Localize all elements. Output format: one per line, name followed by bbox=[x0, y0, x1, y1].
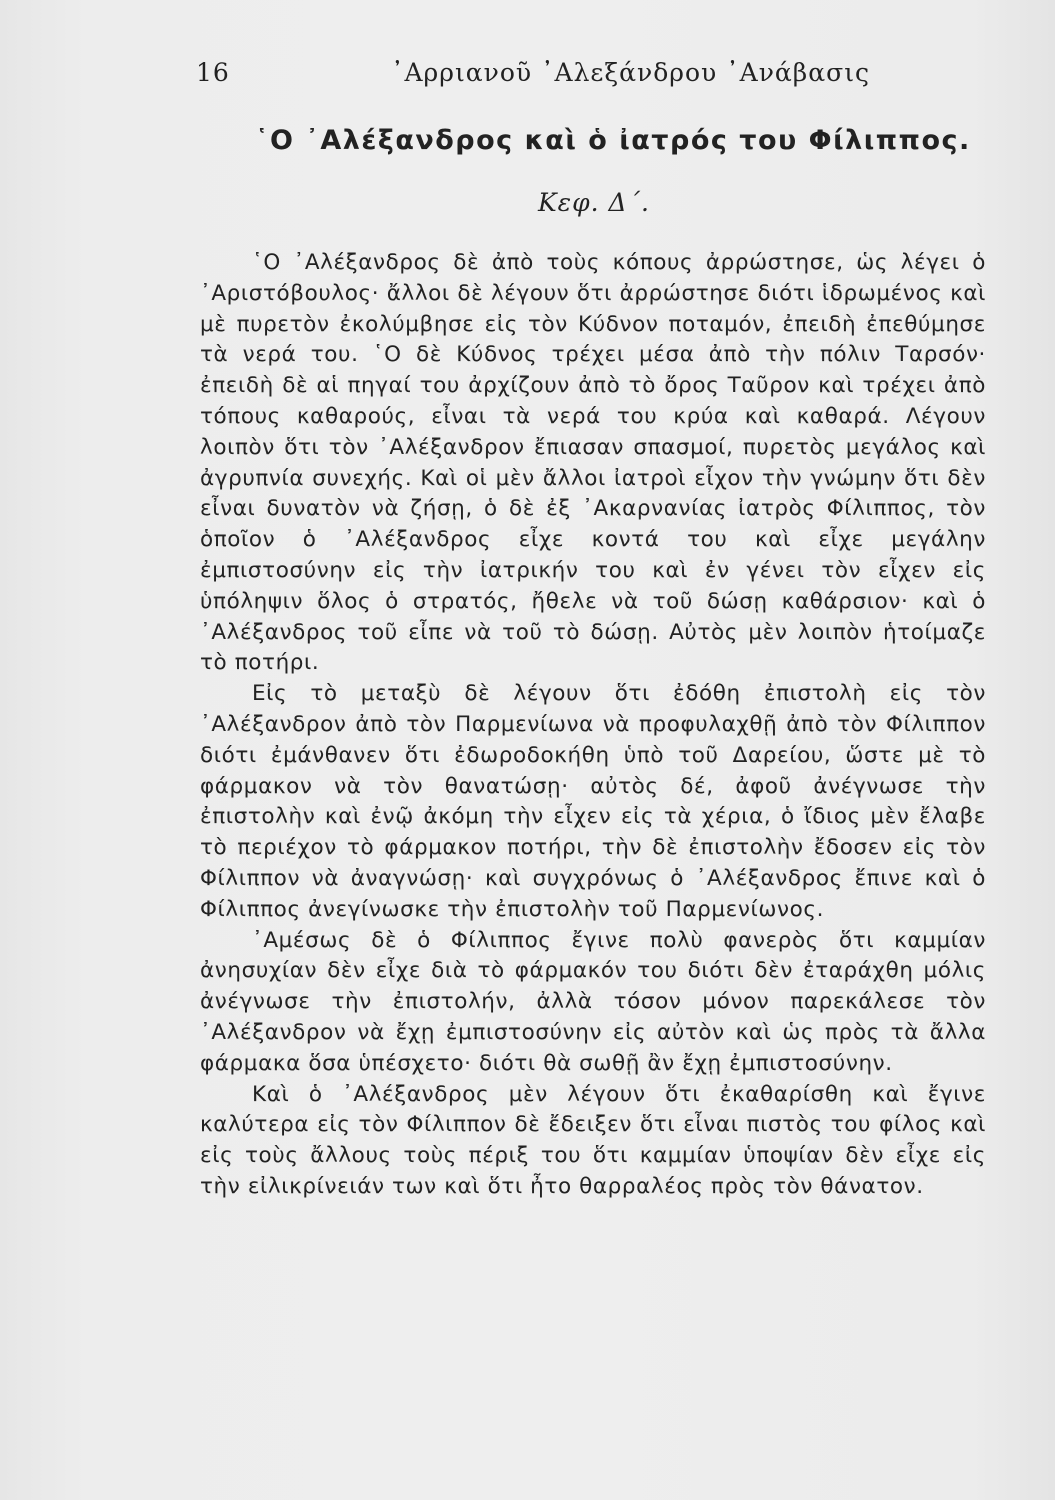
chapter-label: Κεφ. Δ΄. bbox=[538, 188, 650, 217]
paragraph: ᾿Αμέσως δὲ ὁ Φίλιππος ἔγινε πολὺ φανερὸς ὅτι καμμίαν ἀνησυχίαν δὲν εἶχε διὰ τὸ φάρμακόν του διότι δὲν ἐταράχθη μόλις ἀνέγνωσε τὴν ἐπιστολήν, ἀλλὰ τόσον μόνον παρεκάλεσε τὸν ᾿Αλέξανδρον νὰ ἔχῃ ἐμπιστοσύνην εἰς αὐτὸν καὶ ὡς πρὸς τὰ ἄλλα φάρμακα ὅσα ὑπέσχετο· διότι θὰ σωθῇ ἂν ἔχῃ ἐμπιστοσύνην. bbox=[200, 927, 986, 1076]
section-title: ῾Ο ᾿Αλέξανδρος καὶ ὁ ἰατρός του Φίλιππος. bbox=[255, 125, 971, 156]
body-text bbox=[200, 248, 986, 1203]
page-number: 16 bbox=[196, 58, 230, 87]
paragraph: ῾Ο ᾿Αλέξανδρος δὲ ἀπὸ τοὺς κόπους ἀρρώστησε, ὡς λέγει ὁ ᾿Αριστόβουλος· ἄλλοι δὲ λέγουν ὅτι ἀρρώστησε διότι ἱδρωμένος καὶ μὲ πυρετὸν ἐκολύμβησε εἰς τὸν Κύδνον ποταμόν, ἐπειδὴ ἐπεθύμησε τὰ νερά του. ῾Ο δὲ Κύδνος τρέχει μέσα ἀπὸ τὴν πόλιν Ταρσόν· ἐπειδὴ δὲ αἱ πηγαί του ἀρχίζουν ἀπὸ τὸ ὄρος Ταῦρον καὶ τρέχει ἀπὸ τόπους καθαρούς, εἶναι τὰ νερά του κρύα καὶ καθαρά. Λέγουν λοιπὸν ὅτι τὸν ᾿Αλέξανδρον ἔπιασαν σπασμοί, πυρετὸς μεγάλος καὶ ἀγρυπνία συνεχής. Καὶ οἱ μὲν ἄλλοι ἰατροὶ εἶχον τὴν γνώμην ὅτι δὲν εἶναι δυνατὸν νὰ ζήσῃ, ὁ δὲ ἐξ ᾿Ακαρνανίας ἰατρὸς Φίλιππος, τὸν ὁποῖον ὁ ᾿Αλέξανδρος εἶχε κοντά του καὶ εἶχε μεγάλην ἐμπιστοσύνην εἰς τὴν ἰατρικήν του καὶ ἐν γένει τὸν εἶχεν εἰς ὑπόληψιν ὅλος ὁ στρατός, ἤθελε νὰ τοῦ δώσῃ καθάρσιον· καὶ ὁ ᾿Αλέξανδρος τοῦ εἶπε νὰ τοῦ τὸ δώσῃ. Αὐτὸς μὲν λοιπὸν ἡτοίμαζε τὸ ποτήρι. bbox=[200, 250, 986, 676]
running-title: ᾿Αρριανοῦ ᾿Αλεξάνδρου ᾿Ανάβασις bbox=[391, 58, 871, 87]
paragraph: Εἰς τὸ μεταξὺ δὲ λέγουν ὅτι ἐδόθη ἐπιστολὴ εἰς τὸν ᾿Αλέξανδρον ἀπὸ τὸν Παρμενίωνα νὰ προφυλαχθῇ ἀπὸ τὸν Φίλιππον διότι ἐμάνθανεν ὅτι ἐδωροδοκήθη ὑπὸ τοῦ Δαρείου, ὥστε μὲ τὸ φάρμακον νὰ τὸν θανατώσῃ· αὐτὸς δέ, ἀφοῦ ἀνέγνωσε τὴν ἐπιστολὴν καὶ ἐνῷ ἀκόμη τὴν εἶχεν εἰς τὰ χέρια, ὁ ἴδιος μὲν ἔλαβε τὸ περιέχον τὸ φάρμακον ποτήρι, τὴν δὲ ἐπιστολὴν ἔδοσεν εἰς τὸν Φίλιππον νὰ ἀναγνώσῃ· καὶ συγχρόνως ὁ ᾿Αλέξανδρος ἔπινε καὶ ὁ Φίλιππος ἀνεγίνωσκε τὴν ἐπιστολὴν τοῦ Παρμενίωνος. bbox=[200, 681, 986, 922]
running-head bbox=[196, 58, 990, 92]
paragraph: Καὶ ὁ ᾿Αλέξανδρος μὲν λέγουν ὅτι ἐκαθαρίσθη καὶ ἔγινε καλύτερα εἰς τὸν Φίλιππον δὲ ἔδειξεν ὅτι εἶναι πιστὸς του φίλος καὶ εἰς τοὺς ἄλλους τοὺς πέριξ του ὅτι καμμίαν ὑποψίαν δὲν εἶχε εἰς τὴν εἰλικρίνειάν των καὶ ὅτι ἦτο θαρραλέος πρὸς τὸν θάνατον. bbox=[200, 1081, 986, 1199]
